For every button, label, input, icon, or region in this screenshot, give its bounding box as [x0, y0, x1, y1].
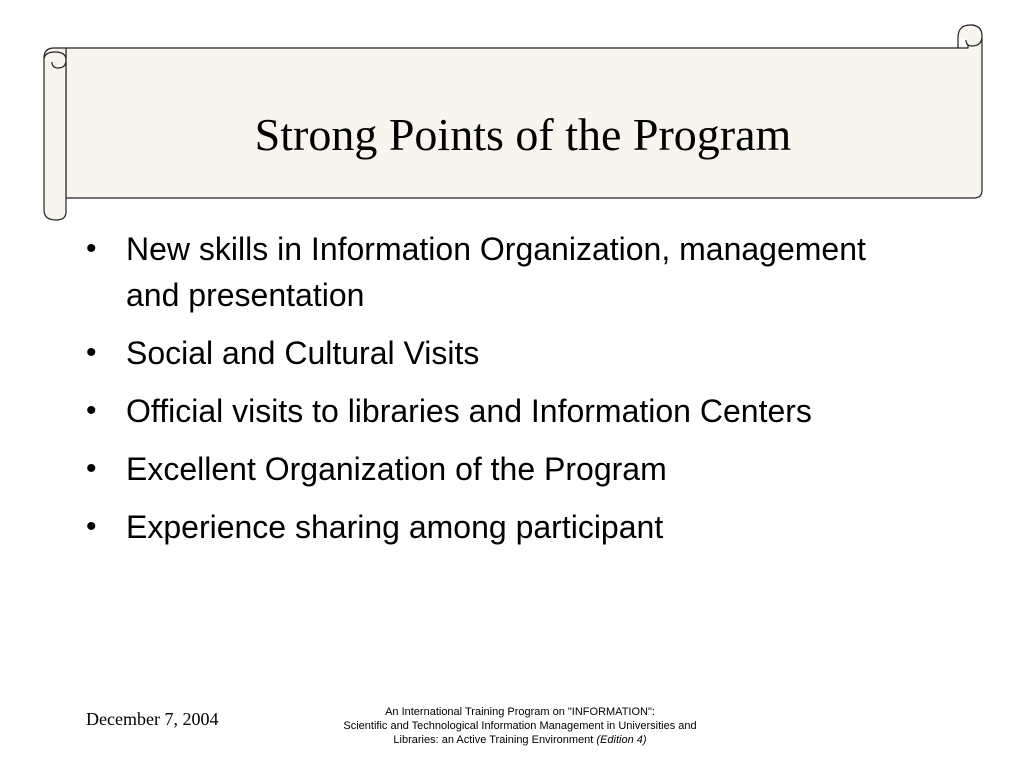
footer-line-2: Scientific and Technological Information Management in Universities and [343, 720, 697, 732]
footer-line-1: An International Training Program on "INFORMATION": [385, 706, 655, 718]
bullet-item [86, 388, 906, 434]
footer-line-3-text: Libraries: an Active Training Environment [393, 734, 594, 746]
bullet-text: New skills in Information Organization, management and presentation [126, 231, 866, 313]
slide-title: Strong Points of the Program [254, 109, 792, 160]
bullet-text: Excellent Organization of the Program [126, 451, 667, 487]
bullet-text: Social and Cultural Visits [126, 335, 480, 371]
bullet-item [86, 226, 906, 318]
footer-date: December 7, 2004 [86, 709, 219, 729]
bullet-dot-icon: • [86, 452, 97, 485]
footer-edition: (Edition 4) [596, 734, 647, 746]
bullet-text: Experience sharing among participant [126, 509, 664, 545]
bullet-list [86, 226, 906, 562]
footer-program-info [310, 705, 730, 747]
bullet-text: Official visits to libraries and Information Centers [126, 393, 812, 429]
bullet-item [86, 446, 906, 492]
bullet-dot-icon: • [86, 336, 97, 369]
bullet-item [86, 330, 906, 376]
bullet-item [86, 504, 906, 550]
footer-line-3 [310, 733, 730, 747]
bullet-dot-icon: • [86, 394, 97, 427]
bullet-dot-icon: • [86, 510, 97, 543]
bullet-dot-icon: • [86, 232, 97, 265]
